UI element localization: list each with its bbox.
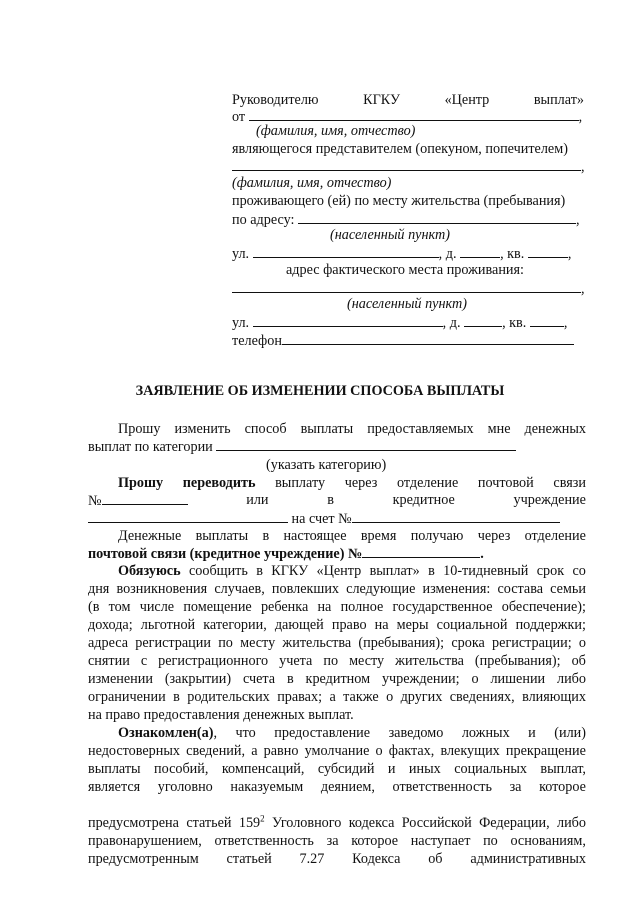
word: иных: [408, 761, 441, 777]
apt-label: , кв.: [500, 246, 525, 262]
word: или: [246, 492, 269, 508]
word: умолчание: [304, 743, 370, 759]
word: наказуемым: [230, 779, 304, 795]
word: а: [251, 743, 258, 759]
word: наступает: [410, 833, 471, 849]
word: родительских: [187, 689, 270, 705]
word: что: [235, 725, 256, 741]
word: либо: [557, 671, 586, 687]
word: льготной: [140, 617, 196, 633]
word: через: [344, 475, 378, 491]
house-field[interactable]: [460, 245, 500, 258]
word: ребенка: [260, 599, 309, 615]
text: Уголовного кодекса Российской Федерации, либо: [264, 815, 586, 831]
p3-line-1: [118, 528, 586, 545]
from-end: ,: [578, 109, 583, 125]
word: которое: [539, 779, 586, 795]
word: выплаты: [300, 421, 354, 437]
word: полное: [340, 599, 384, 615]
word: 7.27: [299, 851, 325, 867]
word: компенсаций,: [221, 761, 305, 777]
p4-line-1: [118, 563, 586, 580]
word: в: [256, 563, 263, 579]
word: денежных: [524, 421, 586, 437]
comma: ,: [581, 281, 585, 297]
word: которое: [351, 833, 399, 849]
text-line: [88, 635, 586, 652]
document-title: ЗАЯВЛЕНИЕ ОБ ИЗМЕНЕНИИ СПОСОБА ВЫПЛАТЫ: [135, 383, 505, 399]
word: «Центр: [316, 563, 362, 579]
word: выплат»: [369, 563, 420, 579]
category-label: выплат по категории: [88, 439, 213, 455]
actual-address-field[interactable]: [232, 280, 581, 293]
house-label: , д.: [442, 315, 461, 331]
word: отделение: [524, 528, 586, 544]
word: также: [343, 689, 379, 705]
word: мне: [487, 421, 511, 437]
account-field[interactable]: [352, 510, 560, 523]
word: сообщить: [188, 563, 248, 579]
word: выплаты: [195, 528, 249, 544]
superscript: 2: [260, 813, 265, 824]
bank-field[interactable]: [88, 510, 288, 523]
phone-line: [232, 332, 574, 350]
word: месту: [240, 635, 276, 651]
word: Кодекса: [352, 851, 401, 867]
phone-label: телефон: [232, 333, 282, 349]
word: социальной: [436, 617, 508, 633]
word: ограничении: [88, 689, 166, 705]
word: о: [471, 671, 479, 687]
word: связи: [553, 475, 586, 491]
account-label: на счет №: [291, 511, 352, 527]
street-field[interactable]: [253, 314, 443, 327]
word: срока: [451, 635, 485, 651]
word: за: [326, 833, 339, 849]
word: Прошу: [118, 421, 161, 437]
apt-field[interactable]: [528, 245, 568, 258]
word: право: [331, 617, 367, 633]
text-line: [88, 671, 586, 688]
category-field[interactable]: [216, 438, 516, 451]
word: Ознакомлен(а): [118, 725, 214, 741]
address-field[interactable]: [298, 211, 576, 224]
word: о: [386, 689, 394, 705]
word: за: [509, 779, 522, 795]
word: изменении: [88, 671, 153, 687]
street-label: ул.: [232, 246, 250, 262]
word: счета: [242, 671, 276, 687]
representative-fio-line: [232, 158, 585, 176]
word: лишении: [490, 671, 546, 687]
word: Обязуюсь: [118, 563, 181, 579]
word: в: [428, 563, 435, 579]
word: предоставление: [274, 725, 371, 741]
residing-text: проживающего (ей) по месту жительства (пребывания): [232, 193, 566, 209]
word: других: [400, 689, 443, 705]
word: 10-тидневный: [443, 563, 529, 579]
word: поддержки;: [515, 617, 586, 633]
word: со: [572, 563, 586, 579]
word: Денежные: [118, 528, 182, 544]
word: переводить: [182, 475, 256, 491]
word: жительства: [395, 653, 464, 669]
word: является: [88, 779, 141, 795]
word: выплат,: [540, 761, 586, 777]
word: семьи: [550, 581, 586, 597]
phone-field[interactable]: [282, 332, 574, 345]
word: кредитное: [392, 492, 455, 508]
p4-last-line: на право предоставления денежных выплат.: [88, 707, 354, 723]
addressee-word: «Центр: [444, 92, 490, 108]
word: КГКУ: [271, 563, 309, 579]
house-field[interactable]: [464, 314, 502, 327]
word: пособий,: [154, 761, 209, 777]
text-line: [88, 851, 586, 868]
from-fio-field[interactable]: [249, 108, 579, 121]
word: на: [374, 617, 389, 633]
word: ложных: [461, 725, 510, 741]
word: (или): [554, 725, 586, 741]
word: ответственность: [392, 779, 492, 795]
word: учреждение: [513, 492, 586, 508]
word: социальных: [454, 761, 527, 777]
word: по: [323, 653, 339, 669]
word: время: [360, 528, 397, 544]
word: о: [375, 743, 383, 759]
text-line: [88, 779, 586, 796]
apt-field[interactable]: [530, 314, 564, 327]
word: с: [140, 653, 148, 669]
word: фактах,: [388, 743, 435, 759]
word: сведений,: [186, 743, 246, 759]
representative-fio-field[interactable]: [232, 158, 581, 171]
word: состава: [497, 581, 544, 597]
word: и: [528, 725, 536, 741]
word: предусмотренным: [88, 851, 199, 867]
end: ,: [563, 315, 568, 331]
word: кредитном: [305, 671, 371, 687]
p2-line-3: [88, 510, 560, 528]
text-line: [88, 653, 586, 670]
word: ответственность: [214, 833, 314, 849]
house-label: , д.: [438, 246, 457, 262]
addressee-word: выплат»: [533, 92, 584, 108]
street-line-2: [232, 314, 567, 332]
hint-fio-1: (фамилия, имя, отчество): [256, 123, 416, 139]
word: регистрации: [135, 635, 211, 651]
word: изменения:: [422, 581, 491, 597]
word: отделение: [396, 475, 459, 491]
word: меры: [396, 617, 429, 633]
word: влекущих: [440, 743, 500, 759]
word: адреса: [88, 635, 129, 651]
number-sign-group: [88, 492, 188, 510]
end: ,: [567, 246, 572, 262]
word: в: [173, 689, 180, 705]
p2-line-1: [118, 475, 586, 492]
word: прекращение: [505, 743, 586, 759]
word: почтовой: [477, 475, 534, 491]
word: субсидий: [317, 761, 375, 777]
street-label: ул.: [232, 315, 250, 331]
word: выплату: [275, 475, 326, 491]
street-field[interactable]: [253, 245, 439, 258]
word: правонарушением,: [88, 833, 202, 849]
word: возникновения: [116, 581, 208, 597]
word: настоящее: [283, 528, 347, 544]
p3-line-2: [88, 545, 484, 563]
hint-locality-2: (населенный пункт): [347, 296, 467, 312]
word: месту: [349, 653, 385, 669]
word: том: [108, 599, 131, 615]
word: в: [327, 492, 334, 508]
comma: ,: [576, 212, 580, 228]
text-line: [88, 599, 586, 616]
word: повлекших: [271, 581, 340, 597]
word: числе: [139, 599, 175, 615]
p1-hint: (указать категорию): [266, 457, 387, 473]
word: об: [428, 851, 443, 867]
word: учреждении;: [381, 671, 460, 687]
word: влияющих: [522, 689, 586, 705]
word: правах;: [277, 689, 323, 705]
word: (пребывания);: [358, 635, 445, 651]
word: сведениях,: [449, 689, 515, 705]
post-office-field[interactable]: [102, 492, 188, 505]
word: в: [286, 671, 294, 687]
word: уголовно: [157, 779, 213, 795]
word: учета: [279, 653, 313, 669]
word: недостоверных: [88, 743, 180, 759]
word: об: [571, 653, 586, 669]
word: Прошу: [118, 475, 164, 491]
word: по: [218, 635, 233, 651]
text-line: [88, 833, 586, 850]
comma: ,: [581, 159, 585, 175]
word: (в: [88, 599, 100, 615]
p2-line-2: [88, 492, 586, 510]
text: предусмотрена статьей 159: [88, 815, 261, 831]
addressee-word: Руководителю: [232, 92, 319, 108]
text-line: [88, 689, 586, 706]
word: помещение: [183, 599, 252, 615]
p5-line-5: [88, 815, 586, 832]
word: категории,: [203, 617, 267, 633]
hint-locality-1: (населенный пункт): [330, 227, 450, 243]
word: о: [578, 635, 586, 651]
word: по: [483, 833, 498, 849]
text-line: [88, 743, 586, 760]
word: случаев,: [214, 581, 265, 597]
word: способ: [244, 421, 287, 437]
word: изменить: [174, 421, 231, 437]
addressee-line: [232, 92, 584, 109]
word: предоставляемых: [367, 421, 474, 437]
word: заведомо: [388, 725, 444, 741]
word: через: [477, 528, 511, 544]
word: деянием,: [320, 779, 375, 795]
word: а: [329, 689, 336, 705]
word: равно: [263, 743, 299, 759]
word: ,: [213, 725, 218, 741]
word: административных: [470, 851, 586, 867]
address-label: по адресу:: [232, 212, 295, 228]
word: срок: [536, 563, 565, 579]
word: дающей: [274, 617, 324, 633]
word: регистрации;: [492, 635, 572, 651]
end: .: [480, 546, 484, 562]
p1-line-2: [88, 438, 588, 456]
word: основаниям,: [510, 833, 586, 849]
word: выплаты: [88, 761, 141, 777]
number-sign: №: [88, 493, 102, 509]
representative-text: являющегося представителем (опекуном, попечителем): [232, 141, 568, 157]
word: следующие: [346, 581, 416, 597]
word: статьей: [226, 851, 272, 867]
word: государственное: [392, 599, 493, 615]
word: (пребывания);: [474, 653, 561, 669]
word: на: [317, 599, 332, 615]
apt-label: , кв.: [502, 315, 527, 331]
p1-line-1: [118, 421, 586, 438]
actual-address-text: адрес фактического места проживания:: [286, 262, 524, 278]
word: и: [387, 761, 396, 777]
text-line: [88, 761, 586, 778]
word: обеспечение);: [501, 599, 586, 615]
word: жительства: [282, 635, 352, 651]
word: снятии: [88, 653, 130, 669]
word: регистрационного: [158, 653, 269, 669]
from-label: от: [232, 109, 246, 125]
text-line: [88, 617, 586, 634]
word: получаю: [410, 528, 464, 544]
text-line: [88, 581, 586, 598]
bold-group: [118, 725, 217, 742]
word: дохода;: [88, 617, 133, 633]
word: в: [262, 528, 270, 544]
word: дня: [88, 581, 110, 597]
current-method-label: почтовой связи (кредитное учреждение) №: [88, 546, 363, 562]
addressee-word: КГКУ: [363, 92, 400, 108]
word: (закрытии): [164, 671, 232, 687]
street-line-1: [232, 245, 571, 263]
hint-fio-2: (фамилия, имя, отчество): [232, 175, 392, 191]
current-method-field[interactable]: [362, 545, 480, 558]
p5-line-1: [118, 725, 586, 742]
